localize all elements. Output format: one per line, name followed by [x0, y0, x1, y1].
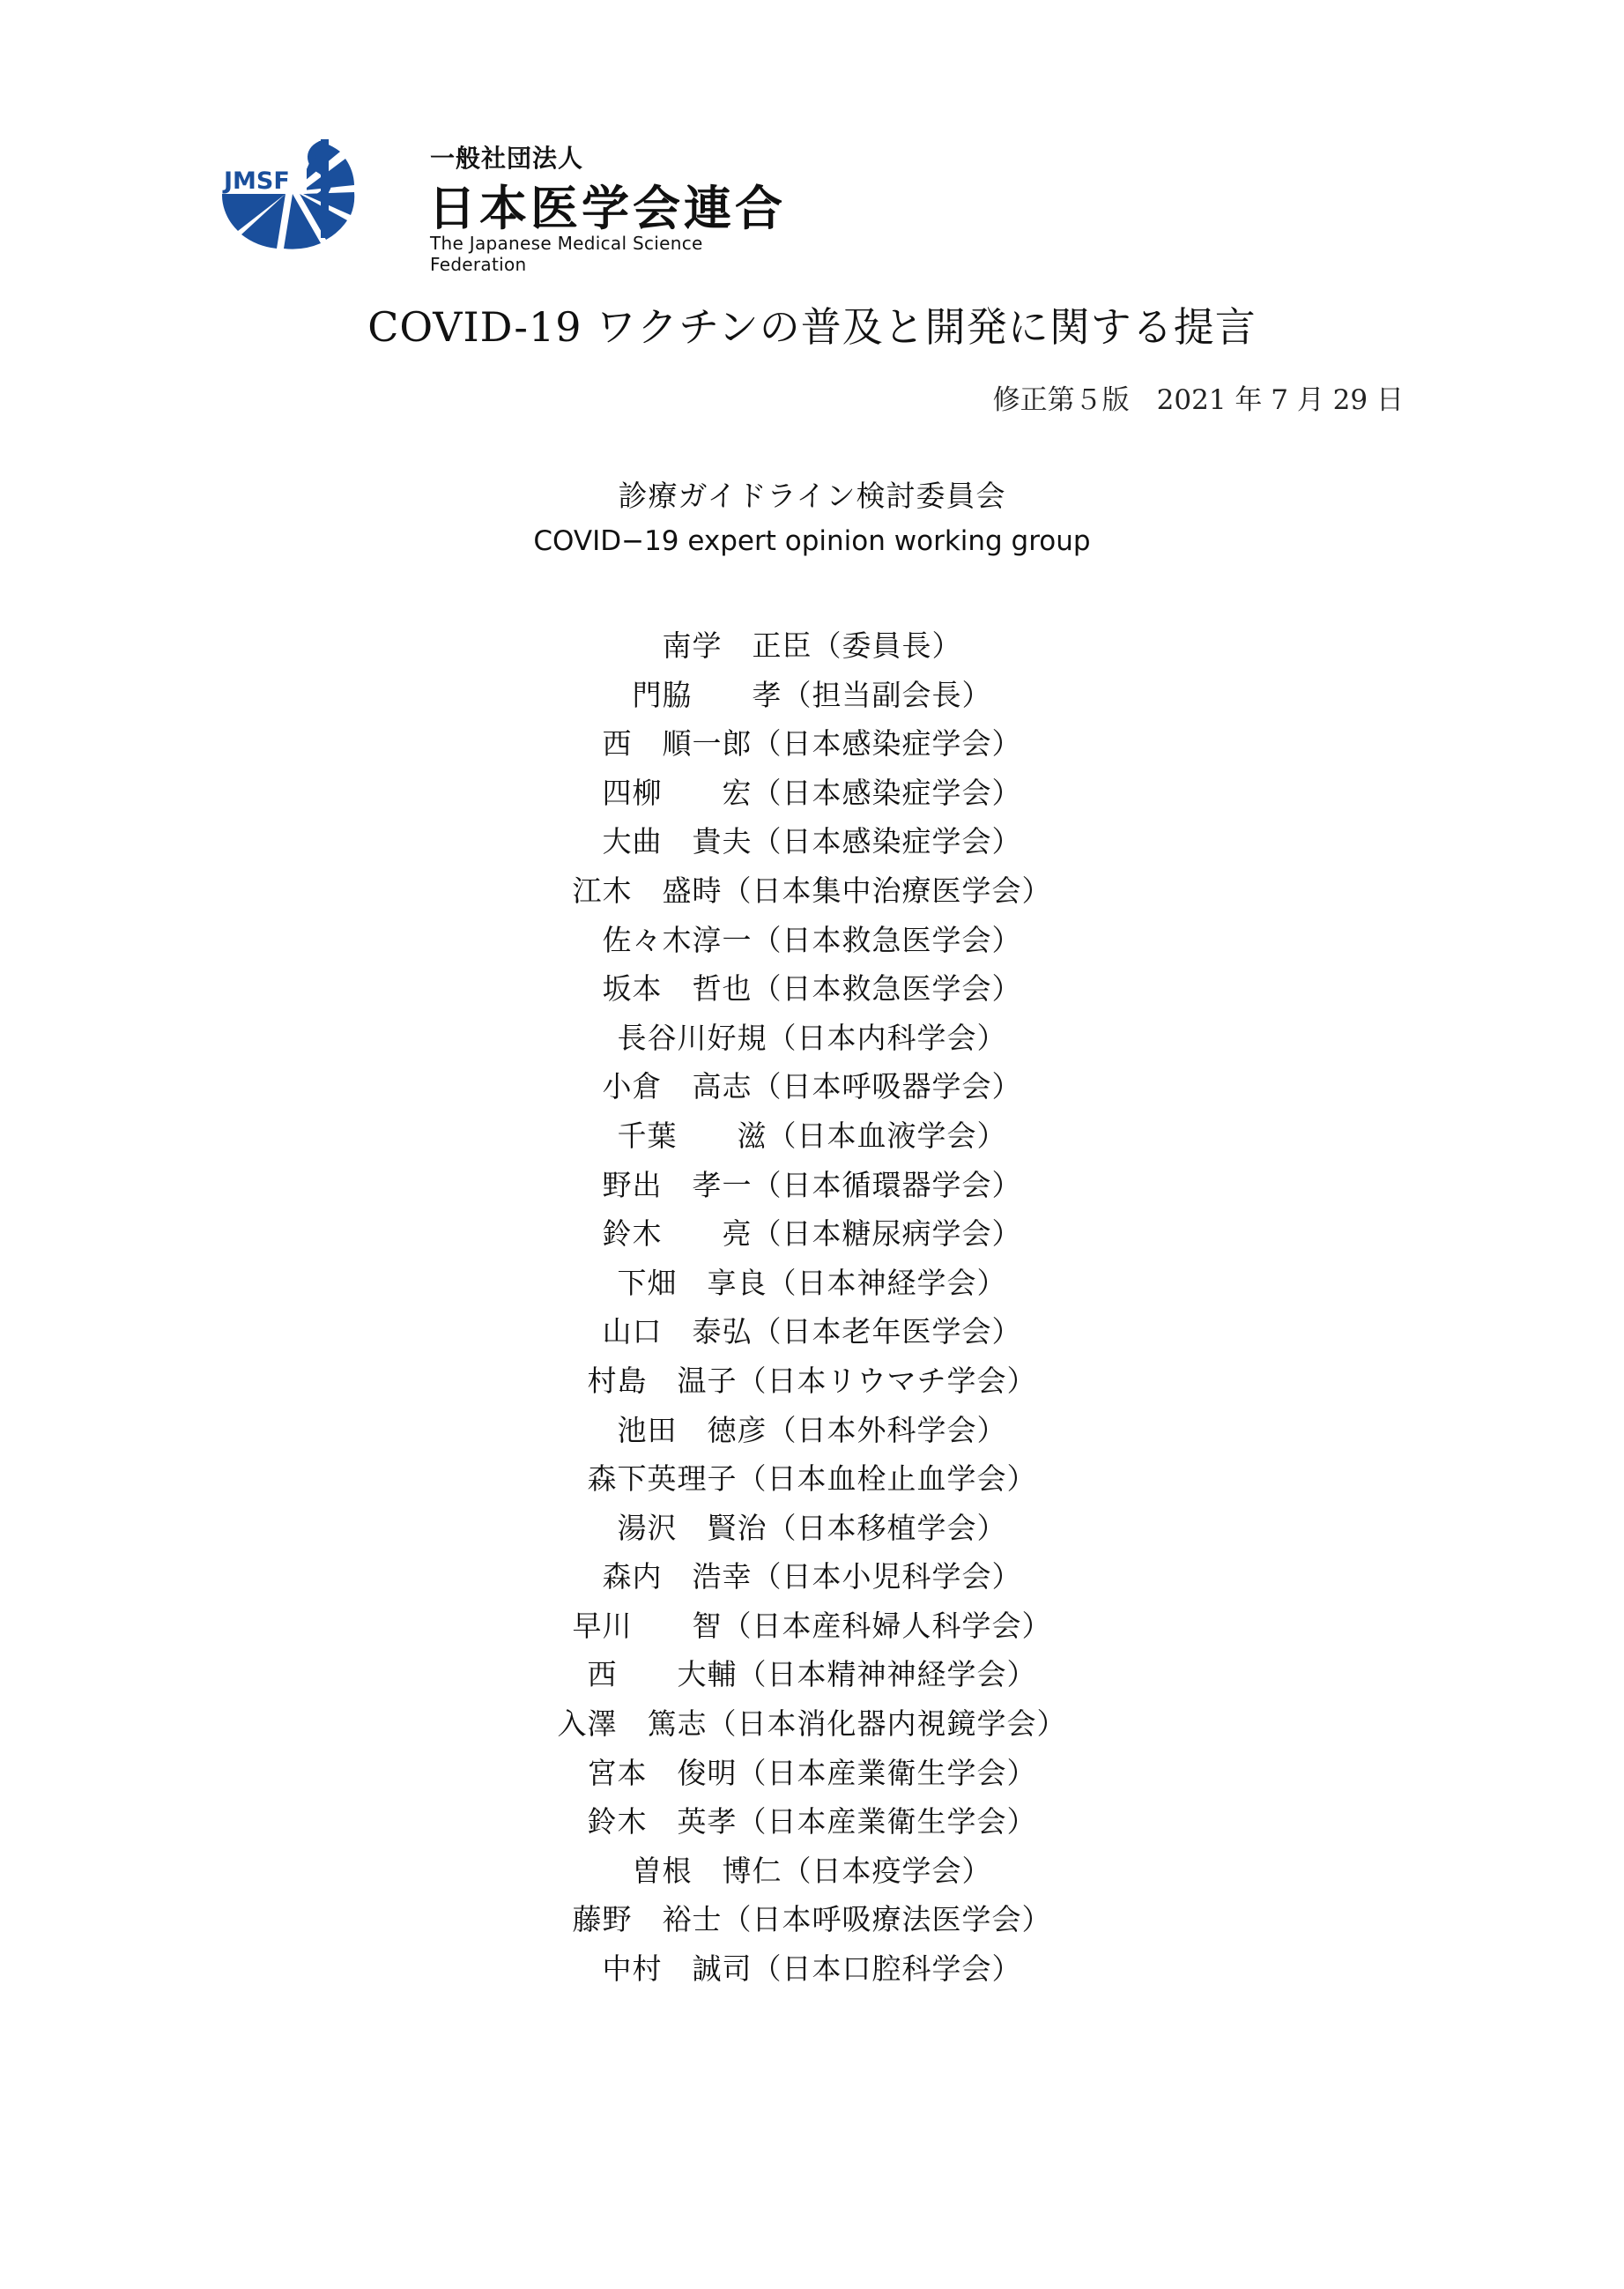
- document-title: COVID-19 ワクチンの普及と開発に関する提言: [367, 303, 1257, 351]
- member-item: 小倉 高志（日本呼吸器学会）: [602, 1069, 1022, 1104]
- member-item: 森内 浩幸（日本小児科学会）: [602, 1559, 1022, 1594]
- member-item: 早川 智（日本産科婦人科学会）: [572, 1608, 1052, 1643]
- jmsf-logo: [222, 139, 804, 275]
- member-item: 大曲 貴夫（日本感染症学会）: [602, 824, 1022, 859]
- member-item: 湯沢 賢治（日本移植学会）: [617, 1510, 1007, 1545]
- org-type-label: 一般社団法人: [430, 144, 584, 173]
- member-item: 四柳 宏（日本感染症学会）: [602, 775, 1022, 810]
- member-item: 藤野 裕士（日本呼吸療法医学会）: [572, 1902, 1052, 1937]
- member-item: 鈴木 英孝（日本産業衛生学会）: [587, 1804, 1037, 1839]
- org-name-english: The Japanese Medical Science Federation: [430, 233, 703, 275]
- member-item: 山口 泰弘（日本老年医学会）: [602, 1314, 1022, 1349]
- member-item: 南学 正臣（委員長）: [662, 628, 962, 663]
- logo-abbr: JMSF: [224, 167, 290, 195]
- member-item: 千葉 滋（日本血液学会）: [617, 1118, 1007, 1153]
- member-item: 入澤 篤志（日本消化器内視鏡学会）: [557, 1706, 1067, 1742]
- member-item: 池田 徳彦（日本外科学会）: [617, 1412, 1007, 1447]
- member-item: 中村 誠司（日本口腔科学会）: [602, 1951, 1022, 1987]
- member-item: 宮本 俊明（日本産業衛生学会）: [587, 1755, 1037, 1790]
- member-item: 江木 盛時（日本集中治療医学会）: [572, 873, 1052, 908]
- member-item: 鈴木 亮（日本糖尿病学会）: [602, 1216, 1022, 1252]
- member-item: 森下英理子（日本血栓止血学会）: [587, 1461, 1037, 1497]
- member-item: 村島 温子（日本リウマチ学会）: [587, 1363, 1037, 1398]
- org-name: 日本医学会連合: [428, 181, 786, 236]
- revision-date: 修正第５版 2021 年 7 月 29 日: [992, 384, 1404, 416]
- member-item: 下畑 享良（日本神経学会）: [617, 1265, 1007, 1300]
- member-item: 門脇 孝（担当副会長）: [632, 677, 992, 712]
- member-item: 西 順一郎（日本感染症学会）: [602, 726, 1022, 762]
- member-list: [0, 621, 1624, 1994]
- committee-name-english: COVID−19 expert opinion working group: [533, 525, 1091, 557]
- member-item: 長谷川好規（日本内科学会）: [617, 1020, 1007, 1055]
- committee-name: 診療ガイドライン検討委員会: [618, 479, 1006, 513]
- member-item: 西 大輔（日本精神神経学会）: [587, 1657, 1037, 1692]
- member-item: 曽根 博仁（日本疫学会）: [632, 1853, 992, 1888]
- member-item: 坂本 哲也（日本救急医学会）: [602, 971, 1022, 1007]
- member-item: 佐々木淳一（日本救急医学会）: [602, 922, 1022, 957]
- member-item: 野出 孝一（日本循環器学会）: [602, 1167, 1022, 1202]
